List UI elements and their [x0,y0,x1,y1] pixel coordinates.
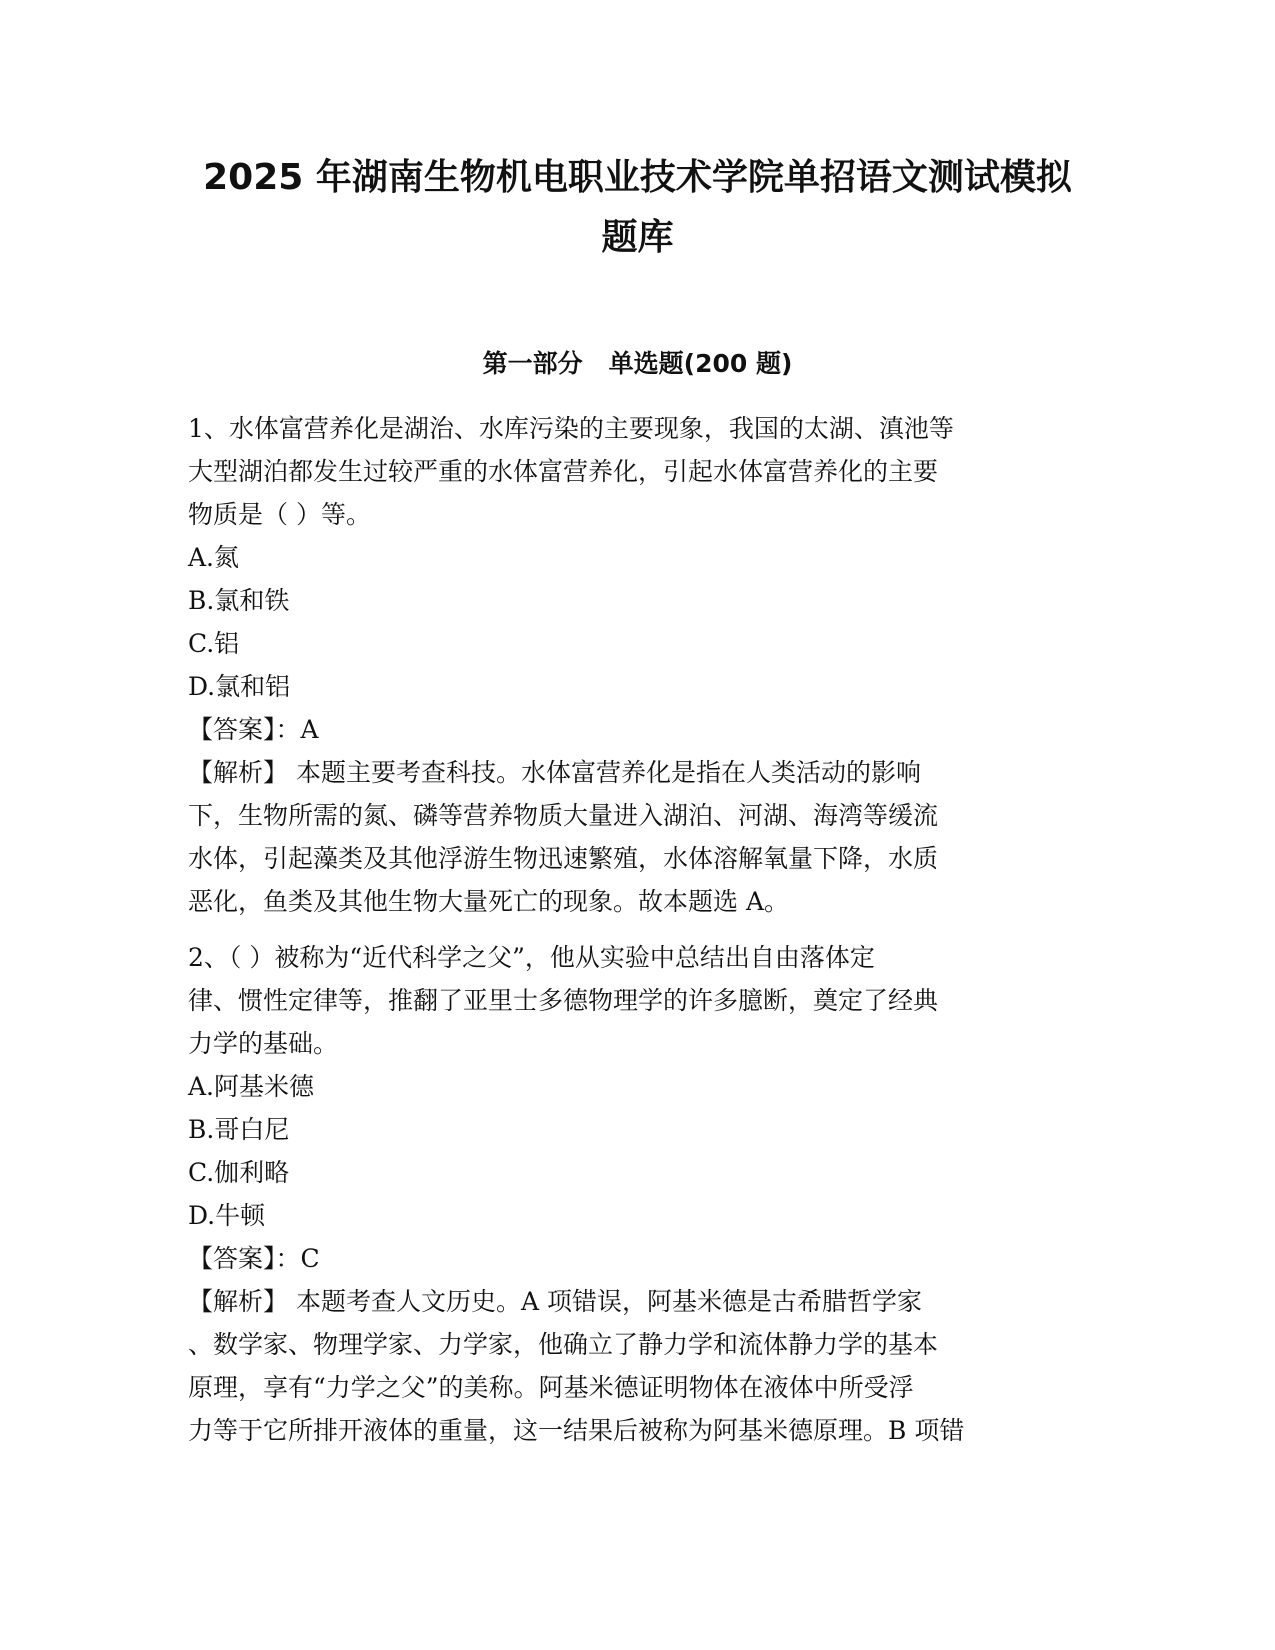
option-a: A.阿基米德 [188,1072,315,1101]
question-1-options [188,536,1088,708]
option-d: D.牛顿 [188,1201,266,1230]
analysis-line: 【解析】 本题考查人文历史。A 项错误，阿基米德是古希腊哲学家 [188,1287,922,1316]
question-stem-line: 2、（ ）被称为“近代科学之父”，他从实验中总结出自由落体定 [188,943,875,972]
question-2-stem [188,936,1088,1065]
option-b: B.哥白尼 [188,1115,290,1144]
option-a: A.氮 [188,543,240,572]
question-2-options [188,1065,1088,1237]
question-2-analysis [188,1280,1088,1452]
analysis-line: 力等于它所排开液体的重量，这一结果后被称为阿基米德原理。B 项错 [188,1416,965,1445]
question-2 [188,936,1088,1452]
question-spacer [188,923,1088,936]
question-stem-line: 律、惯性定律等，推翻了亚里士多德物理学的许多臆断，奠定了经典 [188,986,939,1015]
analysis-line: 【解析】 本题主要考查科技。水体富营养化是指在人类活动的影响 [188,758,921,787]
option-c: C.伽利略 [188,1158,290,1187]
question-list [188,407,1088,1452]
question-1 [188,407,1088,923]
question-1-stem [188,407,1088,536]
analysis-line: 原理，享有“力学之父”的美称。阿基米德证明物体在液体中所受浮 [188,1373,914,1402]
question-stem-line: 大型湖泊都发生过较严重的水体富营养化，引起水体富营养化的主要 [188,457,939,486]
document-title-line-1: 2025 年湖南生物机电职业技术学院单招语文测试模拟 [203,157,1072,198]
section-title: 第一部分 单选题(200 题) [482,349,793,378]
question-1-answer: 【答案】：A [188,715,319,744]
question-stem-line: 力学的基础。 [188,1029,339,1058]
analysis-line: 水体，引起藻类及其他浮游生物迅速繁殖，水体溶解氧量下降，水质 [188,844,939,873]
question-stem-line: 物质是（ ）等。 [188,500,371,529]
question-2-answer: 【答案】：C [188,1244,320,1273]
option-b: B.氯和铁 [188,586,290,615]
question-1-analysis [188,751,1088,923]
document-title [150,148,1125,268]
option-c: C.铝 [188,629,240,658]
document-title-line-2: 题库 [601,217,674,258]
analysis-line: 下，生物所需的氮、磷等营养物质大量进入湖泊、河湖、海湾等缓流 [188,801,939,830]
option-d: D.氯和铝 [188,672,291,701]
analysis-line: 、数学家、物理学家、力学家，他确立了静力学和流体静力学的基本 [188,1330,939,1359]
analysis-line: 恶化，鱼类及其他生物大量死亡的现象。故本题选 A。 [188,887,790,916]
question-stem-line: 1、水体富营养化是湖治、水库污染的主要现象，我国的太湖、滇池等 [188,414,954,443]
